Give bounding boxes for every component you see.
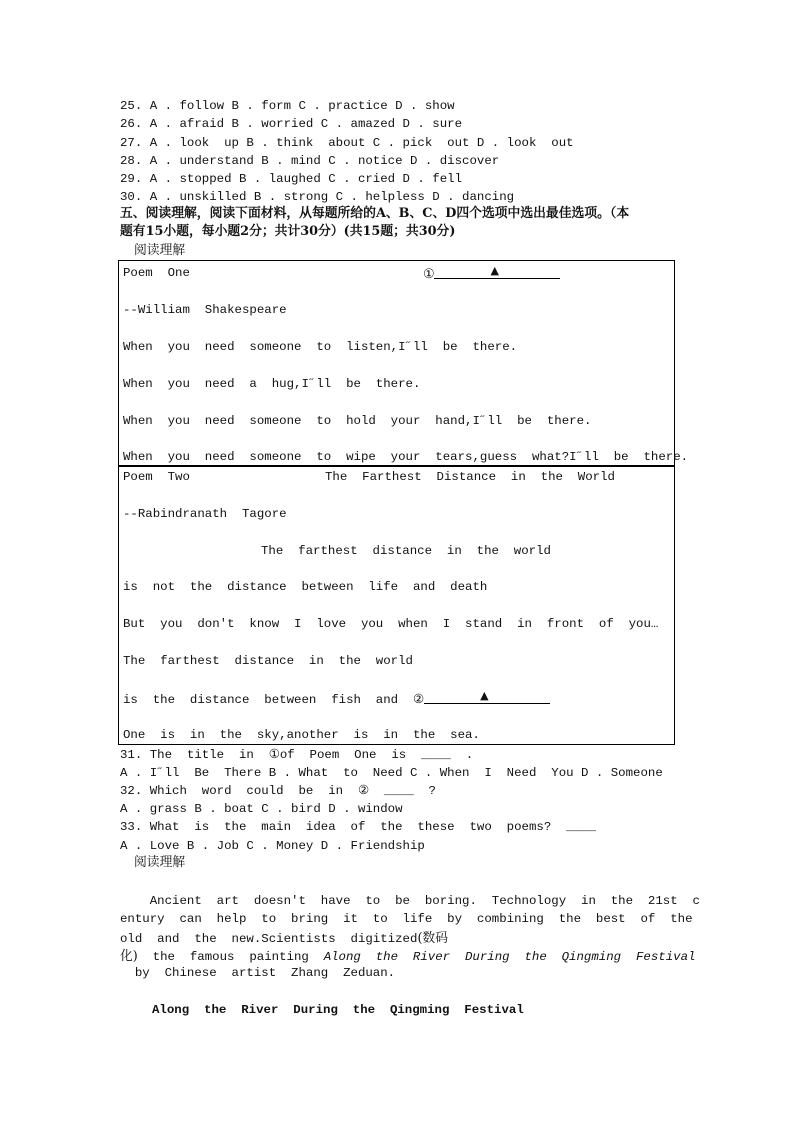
triangle-icon: ▲ [490,264,499,277]
question-33: 33. What is the main idea of the these two poems? ____ [120,820,596,834]
passage-line-3 [120,928,448,946]
question-25-options: 25. A . follow B . form C . practice D . show [120,99,455,113]
poem-one-title-blank [423,264,560,282]
question-31-options: A . I˝ll Be There B . What to Need C . When I Need You D . Someone [120,766,663,780]
question-27-options: 27. A . look up B . think about C . pick out D . look out [120,136,574,150]
passage-line-4-cjk: 化) [120,949,138,964]
poem-two-line-3: But you don't know I love you when I stand in front of you… [123,617,659,631]
poem-two-author: --Rabindranath Tagore [123,507,287,521]
poem-one-line-4: When you need someone to wipe your tears,guess what?I˝ll be there. [123,450,689,464]
question-26-options: 26. A . afraid B . worried C . amazed D . sure [120,117,463,131]
poem-two-box [118,465,675,745]
reading-subheading-1: 阅读理解 [134,243,186,258]
passage-title: Along the River During the Qingming Festival [152,1003,524,1017]
painting-name-italic: Along the River During the Qingming Festival [323,950,696,964]
poem-two-line-5: is the distance between fish and ② [123,693,425,707]
passage-line-4-text: the famous painting [137,950,324,964]
reading-subheading-2: 阅读理解 [134,855,186,870]
passage-line-3-text: old and the new.Scientists digitized [120,932,418,946]
passage-line-1: Ancient art doesn't have to be boring. Technology in the 21st c [120,894,700,908]
blank-2-line [424,690,550,704]
poem-one-label: Poem One [123,266,190,280]
question-28-options: 28. A . understand B . mind C . notice D . discover [120,154,500,168]
question-32-options: A . grass B . boat C . bird D . window [120,802,403,816]
poem-two-line-2: is not the distance between life and death [123,580,488,594]
poem-two-title: The Farthest Distance in the World [325,470,615,484]
question-30-options: 30. A . unskilled B . strong C . helpless D . dancing [120,190,515,204]
poem-two-label: Poem Two [123,470,190,484]
poem-two-line-6: One is in the sky,another is in the sea. [123,728,480,742]
passage-line-2: entury can help to bring it to life by combining the best of the [120,912,693,926]
section-heading-line2: 题有15小题，每小题2分；共计30分）(共15题；共30分) [120,224,456,239]
question-33-options: A . Love B . Job C . Money D . Friendship [120,839,425,853]
poem-one-box [118,260,689,467]
poem-one-line-2: When you need a hug,I˝ll be there. [123,377,421,391]
passage-line-4 [120,946,695,964]
passage-line-5: by Chinese artist Zhang Zeduan. [120,966,396,980]
poem-one-line-1: When you need someone to listen,I˝ll be there. [123,340,518,354]
title-blank-line [434,265,560,279]
section-heading-line1: 五、阅读理解，阅读下面材料，从每题所给的A、B、C、D四个选项中选出最佳选项。（本 [120,206,630,221]
question-29-options: 29. A . stopped B . laughed C . cried D . fell [120,172,463,186]
question-31: 31. The title in ①of Poem One is ____ . [120,748,474,762]
poem-two-line-4: The farthest distance in the world [123,654,413,668]
question-32: 32. Which word could be in ② ____ ? [120,784,436,798]
marker-1: ① [423,267,435,282]
poem-one-author: --William Shakespeare [123,303,287,317]
poem-two-line-1: The farthest distance in the world [261,544,551,558]
poem-one-line-3: When you need someone to hold your hand,I˝ll be there. [123,414,592,428]
triangle-icon: ▲ [480,689,489,702]
passage-line-3-cjk: (数码 [417,931,449,946]
poem-two-line-5-row [123,689,550,707]
